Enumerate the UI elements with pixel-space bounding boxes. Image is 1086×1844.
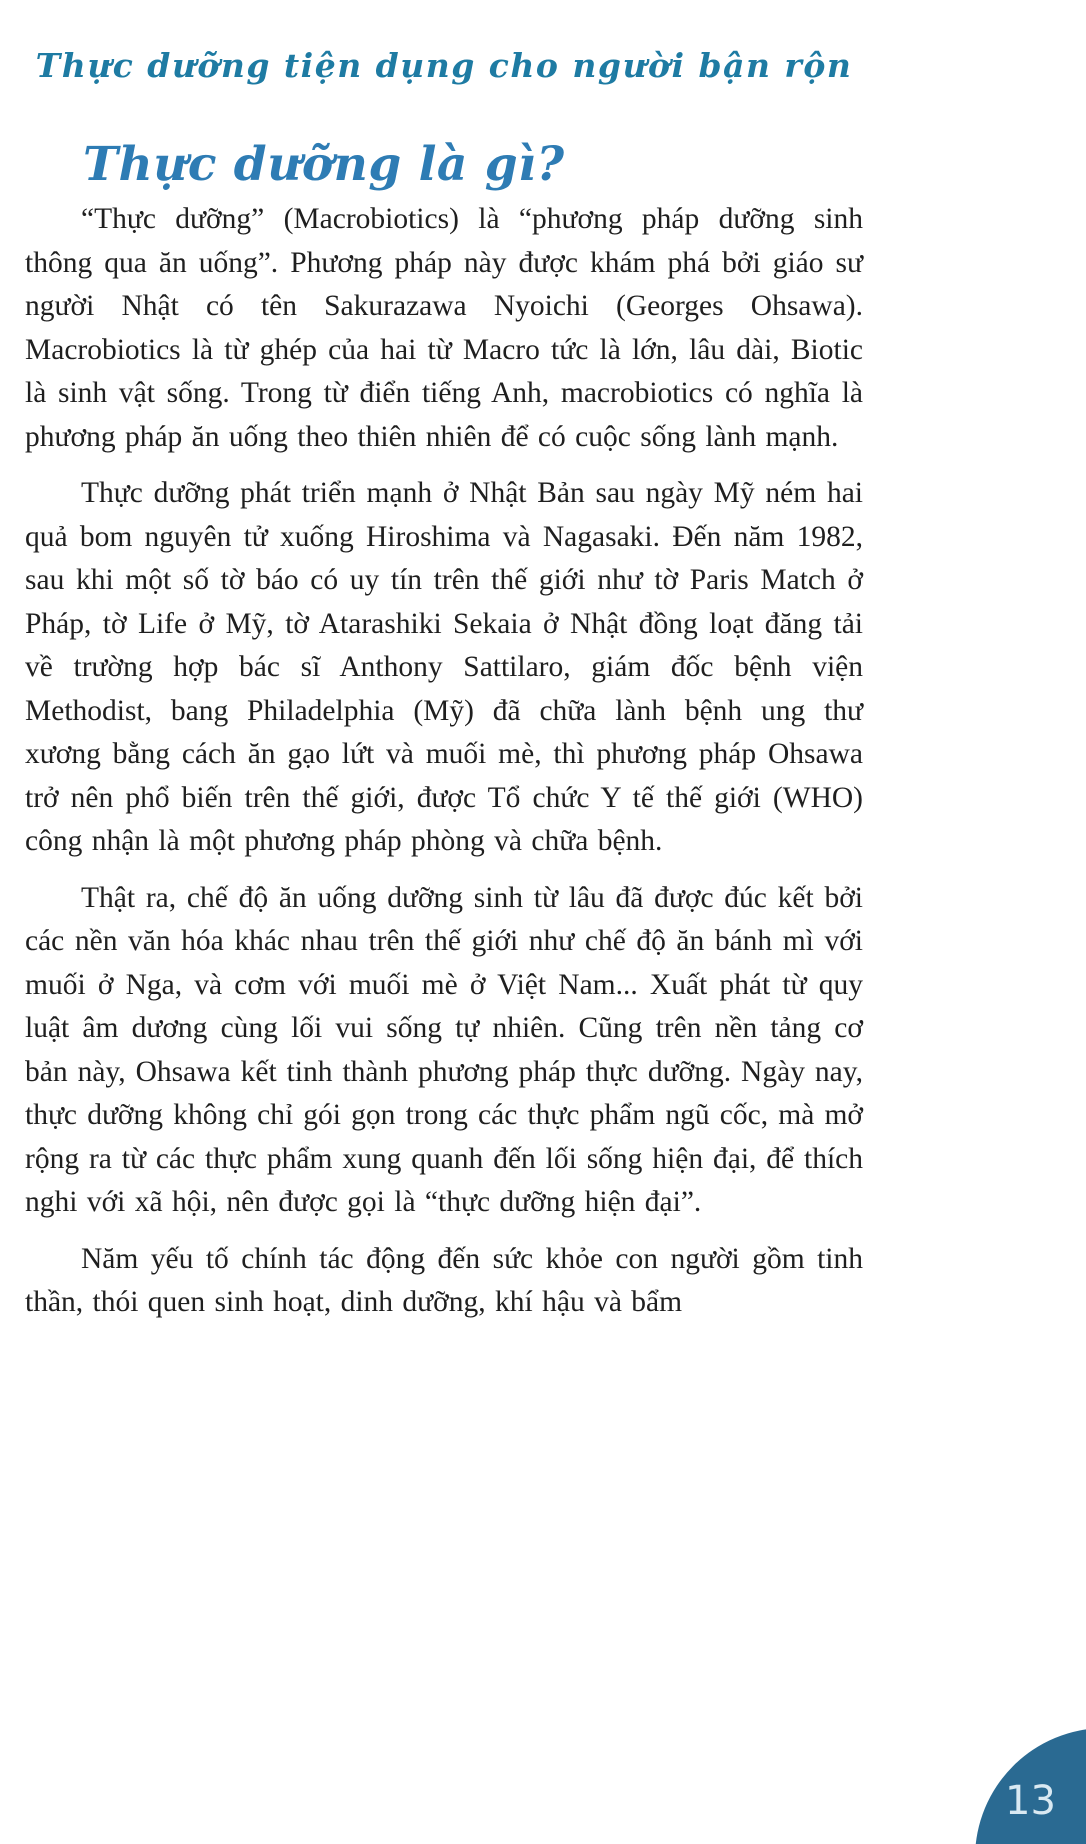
body-text — [25, 198, 863, 1325]
paragraph-4: Năm yếu tố chính tác động đến sức khỏe con người gồm tinh thần, thói quen sinh hoạt, dinh dưỡng, khí hậu và bẩm — [25, 1242, 863, 1318]
paragraph-2: Thực dưỡng phát triển mạnh ở Nhật Bản sau ngày Mỹ ném hai quả bom nguyên tử xuống Hiroshima và Nagasaki. Đến năm 1982, sau khi một số tờ báo có uy tín trên thế giới như tờ Paris Match ở Pháp, tờ Life ở Mỹ, tờ Atarashiki Sekaia ở Nhật đồng loạt đăng tải về trường hợp bác sĩ Anthony Sattilaro, giám đốc bệnh viện Methodist, bang Philadelphia (Mỹ) đã chữa lành bệnh ung thư xương bằng cách ăn gạo lứt và muối mè, thì phương pháp Ohsawa trở nên phổ biến trên thế giới, được Tổ chức Y tế thế giới (WHO) công nhận là một phương pháp phòng và chữa bệnh. — [25, 477, 863, 857]
section-heading: Thực dưỡng là gì? — [83, 137, 565, 192]
page-number: 13 — [1005, 1778, 1056, 1824]
running-header-title: Thực dưỡng tiện dụng cho người bận rộn — [35, 46, 853, 85]
page-number-badge — [975, 1728, 1086, 1844]
text-column — [25, 0, 863, 1338]
paragraph-3: Thật ra, chế độ ăn uống dưỡng sinh từ lâu đã được đúc kết bởi các nền văn hóa khác nhau trên thế giới như chế độ ăn bánh mì với muối ở Nga, và cơm với muối mè ở Việt Nam... Xuất phát từ quy luật âm dương cùng lối vui sống tự nhiên. Cũng trên nền tảng cơ bản này, Ohsawa kết tinh thành phương pháp thực dưỡng. Ngày nay, thực dưỡng không chỉ gói gọn trong các thực phẩm ngũ cốc, mà mở rộng ra từ các thực phẩm xung quanh đến lối sống hiện đại, để thích nghi với xã hội, nên được gọi là “thực dưỡng hiện đại”. — [25, 881, 863, 1218]
paragraph-1: “Thực dưỡng” (Macrobiotics) là “phương pháp dưỡng sinh thông qua ăn uống”. Phương pháp này được khám phá bởi giáo sư người Nhật có tên Sakurazawa Nyoichi (Georges Ohsawa). Macrobiotics là từ ghép của hai từ Macro tức là lớn, lâu dài, Biotic là sinh vật sống. Trong từ điển tiếng Anh, macrobiotics có nghĩa là phương pháp ăn uống theo thiên nhiên để có cuộc sống lành mạnh. — [25, 203, 863, 453]
